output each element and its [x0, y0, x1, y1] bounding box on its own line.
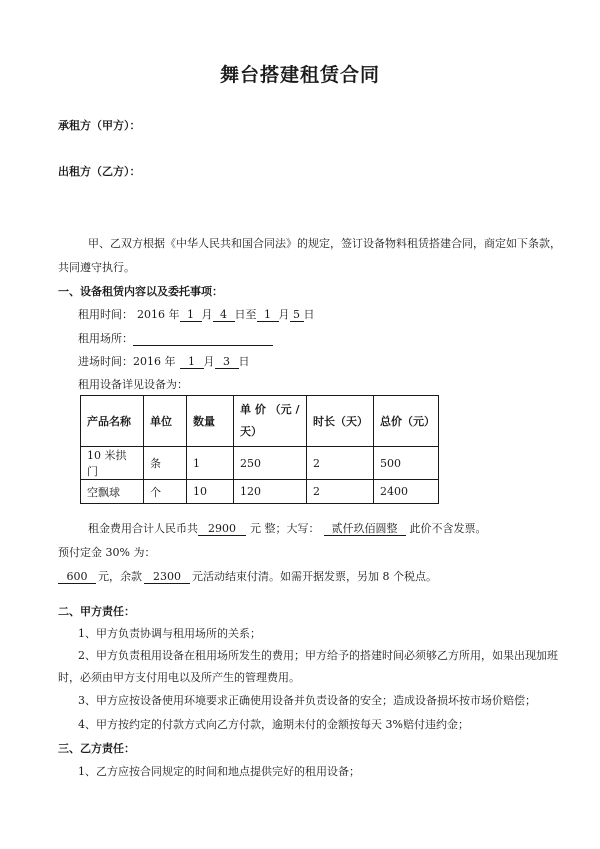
rent-end-day: 5 [290, 308, 304, 322]
table-row [81, 447, 439, 480]
section-2-item-4: 4、甲方按约定的付款方式向乙方付款，逾期未付的金额按每天 3%赔付违约金； [78, 718, 469, 731]
cell-unit: 条 [144, 447, 187, 480]
equipment-note: 租用设备详见设备为： [78, 378, 188, 391]
header-unit: 单位 [144, 396, 187, 447]
balance-amount: 2300 [144, 570, 190, 584]
section-3-item-1: 1、乙方应按合同规定的时间和地点提供完好的租用设备； [78, 765, 360, 778]
cell-duration: 2 [307, 480, 374, 504]
section-2-item-1: 1、甲方负责协调与租用场所的关系； [78, 627, 261, 640]
deposit-amount: 600 [58, 570, 96, 584]
entry-day: 3 [215, 355, 239, 369]
section-2-heading: 二、甲方责任： [58, 605, 135, 618]
header-product: 产品名称 [81, 396, 144, 447]
rent-start-month: 1 [180, 308, 202, 322]
cell-product: 空飘球 [81, 480, 144, 504]
entry-month-label: 月 [203, 355, 215, 368]
entry-label: 进场时间：2016 年 [78, 355, 176, 368]
cell-product: 10 米拱门 [81, 447, 144, 480]
rent-day-to: 日至 [234, 308, 257, 321]
deposit-line: 预付定金 30% 为： [58, 546, 156, 559]
venue-label: 租用场所： [78, 332, 133, 345]
section-2-item-2-cont: 时，必须由甲方支付用电以及所产生的管理费用。 [58, 671, 300, 684]
cell-unit-price: 120 [234, 480, 307, 504]
rent-month-label: 月 [201, 308, 213, 321]
header-unit-price: 单 价 （元 / 天） [234, 396, 307, 447]
deposit-unit: 元，余款 [98, 570, 142, 583]
table-row [81, 480, 439, 504]
lessor-label: 出租方（乙方）： [58, 165, 141, 178]
deposit-amount-line [58, 570, 437, 584]
total-amount: 2900 [198, 522, 246, 536]
table-header-row [81, 396, 439, 447]
header-duration: 时长（天） [307, 396, 374, 447]
venue-blank [133, 332, 273, 346]
lessee-label: 承租方（甲方）： [58, 119, 141, 132]
cell-quantity: 1 [187, 447, 234, 480]
entry-month: 1 [180, 355, 204, 369]
cell-unit: 个 [144, 480, 187, 504]
rent-end-month: 1 [257, 308, 279, 322]
total-line [88, 522, 487, 536]
cell-duration: 2 [307, 447, 374, 480]
entry-day-label: 日 [238, 355, 250, 368]
intro-line-1: 甲、乙双方根据《中华人民共和国合同法》的规定，签订设备物料租赁搭建合同，商定如下条款， [88, 237, 561, 250]
total-suffix: 元 整；大写： [250, 522, 320, 535]
contract-title: 舞台搭建租赁合同 [219, 64, 380, 86]
equipment-table [80, 395, 439, 504]
total-note: 此价不含发票。 [409, 522, 487, 535]
rent-time-line [78, 308, 315, 322]
total-words: 贰仟玖佰圆整 [324, 522, 406, 536]
rent-start-year: 2016 年 [137, 308, 180, 321]
section-3-heading: 三、乙方责任： [58, 742, 135, 755]
rent-start-day: 4 [213, 308, 235, 322]
total-prefix: 租金费用合计人民币共 [88, 522, 198, 535]
cell-quantity: 10 [187, 480, 234, 504]
cell-unit-price: 250 [234, 447, 307, 480]
rent-end-month-label: 月 [278, 308, 290, 321]
cell-total: 500 [374, 447, 439, 480]
header-total: 总价（元） [374, 396, 439, 447]
rent-end-day-label: 日 [303, 308, 315, 321]
balance-suffix: 元活动结束付清。如需开据发票，另加 8 个税点。 [192, 570, 437, 583]
header-quantity: 数量 [187, 396, 234, 447]
cell-total: 2400 [374, 480, 439, 504]
section-2-item-2: 2、甲方负责租用设备在租用场所发生的费用；甲方给予的搭建时间必须够乙方所用，如果出现加班 [78, 649, 558, 662]
section-2-item-3: 3、甲方应按设备使用环境要求正确使用设备并负责设备的安全；造成设备损坏按市场价赔偿； [78, 694, 536, 707]
rent-time-label: 租用时间： [78, 308, 133, 321]
section-1-heading: 一、设备租赁内容以及委托事项： [58, 285, 223, 298]
intro-line-2: 共同遵守执行。 [58, 261, 135, 274]
venue-line [78, 332, 273, 346]
entry-time-line [78, 355, 250, 369]
